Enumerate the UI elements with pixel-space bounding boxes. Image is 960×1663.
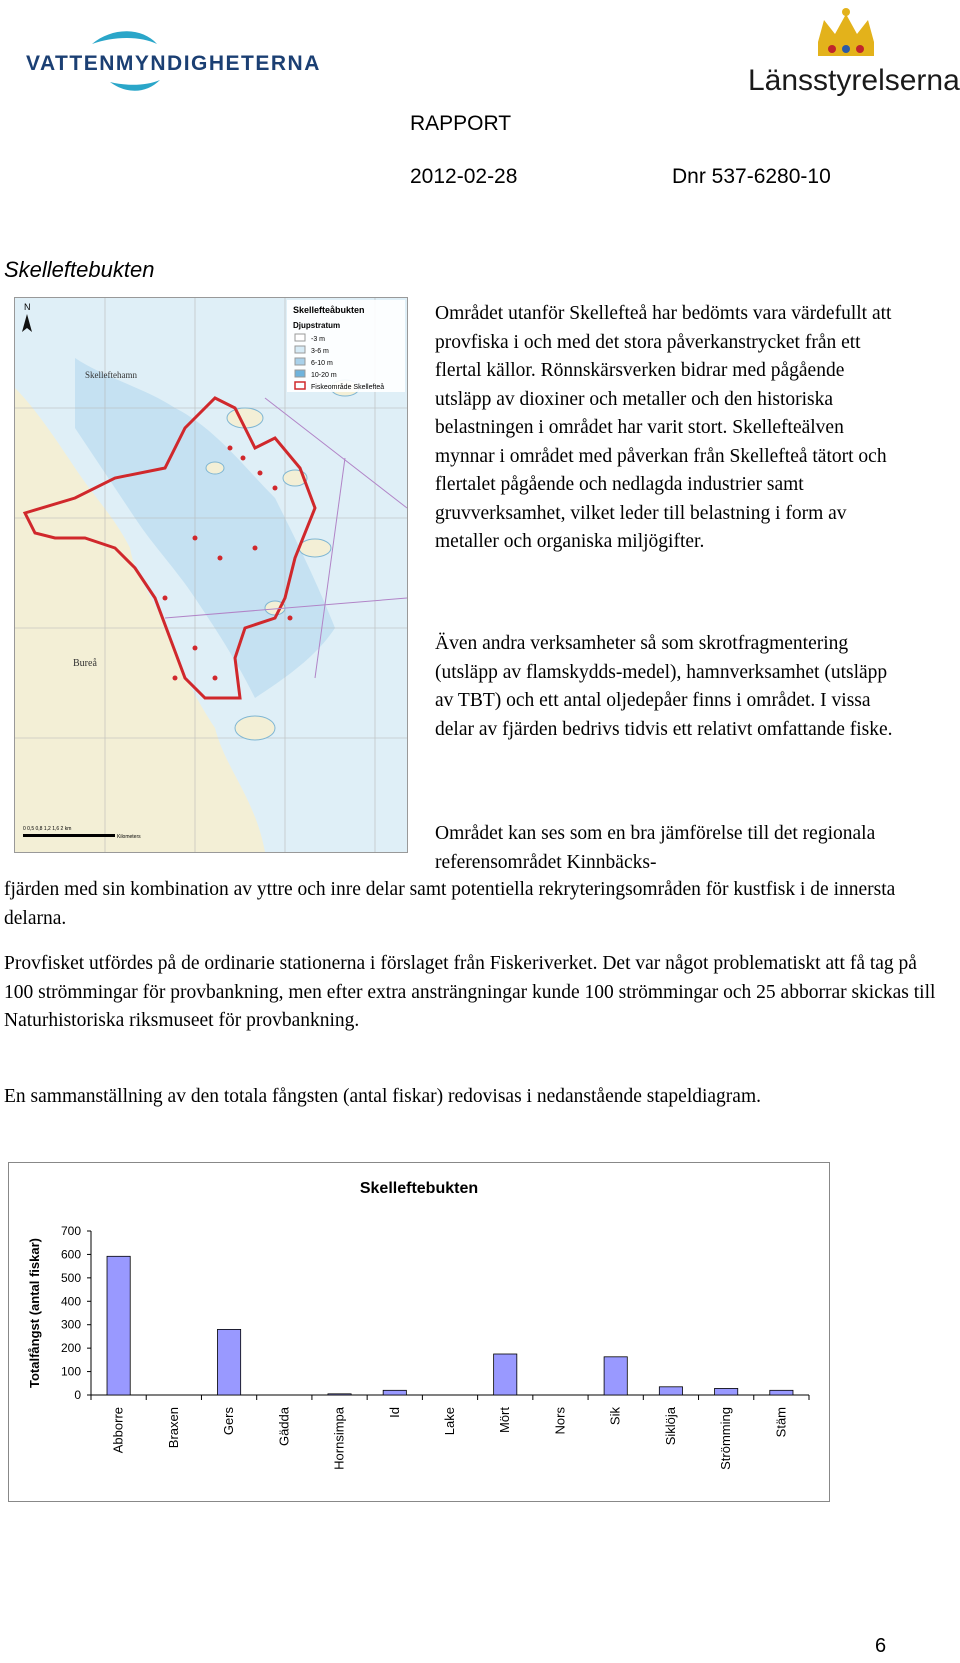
- bar: [659, 1387, 682, 1395]
- paragraph-2: Även andra verksamheter så som skrotfragmentering (utsläpp av flamskydds-medel), hamnverksamhet (utsläpp av TBT) och ett antal oljedepåer finns i området. I vissa delar av fjärden bedrivs tidvis ett relativt omfattande fiske.: [435, 633, 893, 740]
- x-tick-label: Siklöja: [662, 1407, 678, 1446]
- bar: [107, 1256, 130, 1395]
- legend-item: 10-20 m: [311, 372, 337, 379]
- north-label: N: [24, 302, 31, 312]
- x-tick-label: Abborre: [110, 1407, 126, 1454]
- y-tick-label: 0: [74, 1388, 81, 1402]
- scale-text: 0 0,5 0,8 1,2 1,6 2 km: [23, 826, 72, 832]
- lansstyrelserna-logo-text: Länsstyrelserna: [748, 64, 960, 97]
- page-number: 6: [875, 1635, 887, 1657]
- map-graphic: [15, 298, 407, 852]
- chart-svg: [9, 1163, 829, 1501]
- x-tick-label: Sik: [607, 1407, 623, 1426]
- y-tick-label: 200: [60, 1341, 81, 1356]
- paragraph-3-start: Området kan ses som en bra jämförelse till det regionala referensområdet Kinnbäcks-: [435, 823, 876, 873]
- x-tick-label: Id: [386, 1407, 402, 1418]
- bar: [604, 1357, 627, 1395]
- map-legend: [287, 300, 405, 392]
- vattenmyndigheterna-logo: [22, 22, 342, 102]
- chart-title: Skelleftebukten: [359, 1180, 479, 1197]
- x-tick-label: Hornsimpa: [331, 1407, 347, 1470]
- place-label-bureå: Bureå: [73, 658, 97, 669]
- report-dnr: Dnr 537-6280-10: [672, 165, 831, 188]
- y-tick-label: 400: [60, 1294, 81, 1309]
- legend-item: 3-6 m: [311, 348, 329, 355]
- map-legend-title: Skellefteåbukten: [293, 305, 365, 315]
- place-label-skelleftehamn: Skelleftehamn: [85, 370, 137, 380]
- paragraph-4: Provfisket utfördes på de ordinarie stationerna i förslaget från Fiskeriverket. Det var något problematiskt att få tag på 100 strömmingar för provbankning, men efter extra ansträngningar kunde 100 strömmingar och 25 abborrar skickas till Naturhistoriska riksmuseet för provbankning.: [4, 953, 936, 1031]
- scale-unit: Kilometers: [117, 834, 141, 840]
- x-tick-label: Stäm: [773, 1407, 789, 1438]
- y-tick-label: 600: [60, 1247, 81, 1262]
- bar: [383, 1390, 406, 1395]
- y-tick-label: 500: [60, 1270, 81, 1285]
- crown-icon: [740, 6, 950, 66]
- vattenmyndigheterna-logo-text: VATTENMYNDIGHETERNA: [26, 52, 321, 75]
- bar: [715, 1388, 738, 1395]
- bar: [494, 1354, 517, 1395]
- x-tick-label: Braxen: [165, 1407, 181, 1449]
- y-axis-label: Totalfångst (antal fiskar): [27, 1237, 42, 1389]
- map-legend-heading: Djupstratum: [293, 321, 341, 330]
- x-tick-label: Gers: [221, 1407, 237, 1436]
- x-tick-label: Mört: [497, 1407, 513, 1433]
- legend-item: Fiskeområde Skellefteå: [311, 384, 385, 391]
- y-tick-label: 700: [60, 1224, 81, 1238]
- y-tick-label: 300: [60, 1317, 81, 1332]
- x-tick-label: Lake: [442, 1407, 457, 1436]
- lansstyrelserna-logo: [740, 6, 960, 106]
- section-heading: Skelleftebukten: [4, 257, 155, 282]
- y-tick-label: 100: [60, 1364, 81, 1379]
- x-tick-label: Strömming: [718, 1407, 734, 1470]
- bar: [328, 1394, 351, 1395]
- bar: [217, 1329, 240, 1395]
- report-label: RAPPORT: [410, 112, 512, 135]
- legend-item: 6-10 m: [311, 360, 333, 367]
- catch-bar-chart: [8, 1162, 830, 1502]
- x-tick-label: Nors: [552, 1407, 568, 1435]
- bar: [770, 1390, 793, 1395]
- paragraph-5: En sammanställning av den totala fångsten (antal fiskar) redovisas i nedanstående stapeldiagram.: [4, 1086, 761, 1107]
- paragraph-1: Området utanför Skellefteå har bedömts vara värdefullt att provfiska i och med det stora påverkanstrycket från ett flertal källor. Rönnskärsverken bidrar med pågående utsläpp av dioxiner och metaller och den historiska belastningen i området har varit stort. Skellefteälven mynnar i området med påverkan från Skellefteå tätort och flertalet pågående och nedlagda industrier samt gruvverksamhet, vilket leder till belastning i form av metaller och organiska miljögifter.: [435, 303, 892, 552]
- report-date: 2012-02-28: [410, 165, 518, 188]
- x-tick-label: Gädda: [276, 1407, 292, 1447]
- legend-item: -3 m: [311, 336, 325, 343]
- scale-bar: [23, 826, 141, 840]
- area-map: [14, 297, 408, 853]
- paragraph-3-end: fjärden med sin kombination av yttre och inre delar samt potentiella rekryteringsområden för kustfisk i de innersta delarna.: [4, 879, 896, 929]
